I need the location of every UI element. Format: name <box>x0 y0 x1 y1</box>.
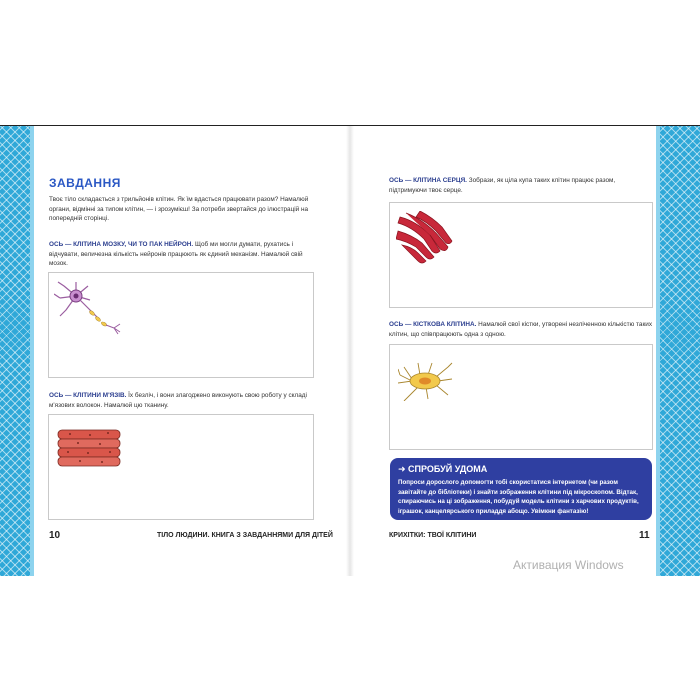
footer-title-left: ТІЛО ЛЮДИНИ. КНИГА З ЗАВДАННЯМИ ДЛЯ ДІТЕЙ <box>157 532 333 539</box>
heart-paragraph <box>389 176 653 195</box>
muscle-title: ОСЬ — КЛІТИНИ М'ЯЗІВ. <box>49 392 127 399</box>
muscle-drawing-box[interactable] <box>48 414 314 520</box>
page-number-right: 11 <box>639 530 650 541</box>
muscle-paragraph <box>49 391 311 410</box>
heart-drawing-box[interactable] <box>389 202 653 308</box>
neuron-paragraph <box>49 240 313 269</box>
tip-title: ➜ СПРОБУЙ УДОМА <box>398 464 488 474</box>
neuron-illustration <box>54 278 134 348</box>
page-number-left: 10 <box>49 530 61 541</box>
bone-paragraph <box>389 320 653 339</box>
heart-title: ОСЬ — КЛІТИНА СЕРЦЯ. <box>389 177 467 184</box>
book-gutter <box>346 126 354 576</box>
heart-text: Зобрази, як ціла купа таких клітин працює разом, підтримуючи твоє серце. <box>389 177 616 194</box>
muscle-illustration <box>56 428 126 478</box>
footer-title-right: КРИХІТКИ: ТВОЇ КЛІТИНИ <box>389 532 477 539</box>
bone-text: Намалюй свої кістки, утворені незліченною кількістю таких клітин, що співпрацюють одна з одною. <box>389 321 653 338</box>
neuron-title: ОСЬ — КЛІТИНА МОЗКУ, ЧИ ТО ПАК НЕЙРОН. <box>49 241 194 248</box>
bone-cell-illustration <box>398 361 454 401</box>
bone-title: ОСЬ — КІСТКОВА КЛІТИНА. <box>389 321 477 328</box>
right-pattern-band <box>660 126 700 576</box>
windows-activation-watermark: Активация Windows <box>513 558 624 572</box>
neuron-text: Щоб ми могли думати, рухатись і відчувати, величезна кількість нейронів працюють як єдиний механізм. Намалюй свій мозок. <box>49 241 303 267</box>
left-band-stripe <box>30 126 34 576</box>
bone-drawing-box[interactable] <box>389 344 653 450</box>
muscle-text: Їх безліч, і вони злагоджено виконують свою роботу у складі м'язових волокон. Намалюй цю тканину. <box>49 392 307 409</box>
right-band-stripe <box>656 126 660 576</box>
intro-text: Твоє тіло складається з трильйонів клітин. Як їм вдасться працювати разом? Намалюй органи, відмінні за типом клітин, — і зрозумієш! За потреби звертайся до ілюстрацій на попередній сторінці. <box>49 196 309 222</box>
page-heading: ЗАВДАННЯ <box>49 176 121 190</box>
try-at-home-box <box>390 458 652 520</box>
tip-text: Попроси дорослого допомогти тобі скористатися інтернетом (чи разом завітайте до бібліотеки) і знайти зображення клітини під мікроскопом. Відтак, спираючись на ці зображення, побудуй модель клітини з харчових продуктів, іграшок, канцелярського приладдя абощо. Увімкни фантазію! <box>398 479 639 515</box>
heart-cell-illustration <box>396 211 456 266</box>
neuron-drawing-box[interactable] <box>48 272 314 378</box>
left-pattern-band <box>0 126 30 576</box>
